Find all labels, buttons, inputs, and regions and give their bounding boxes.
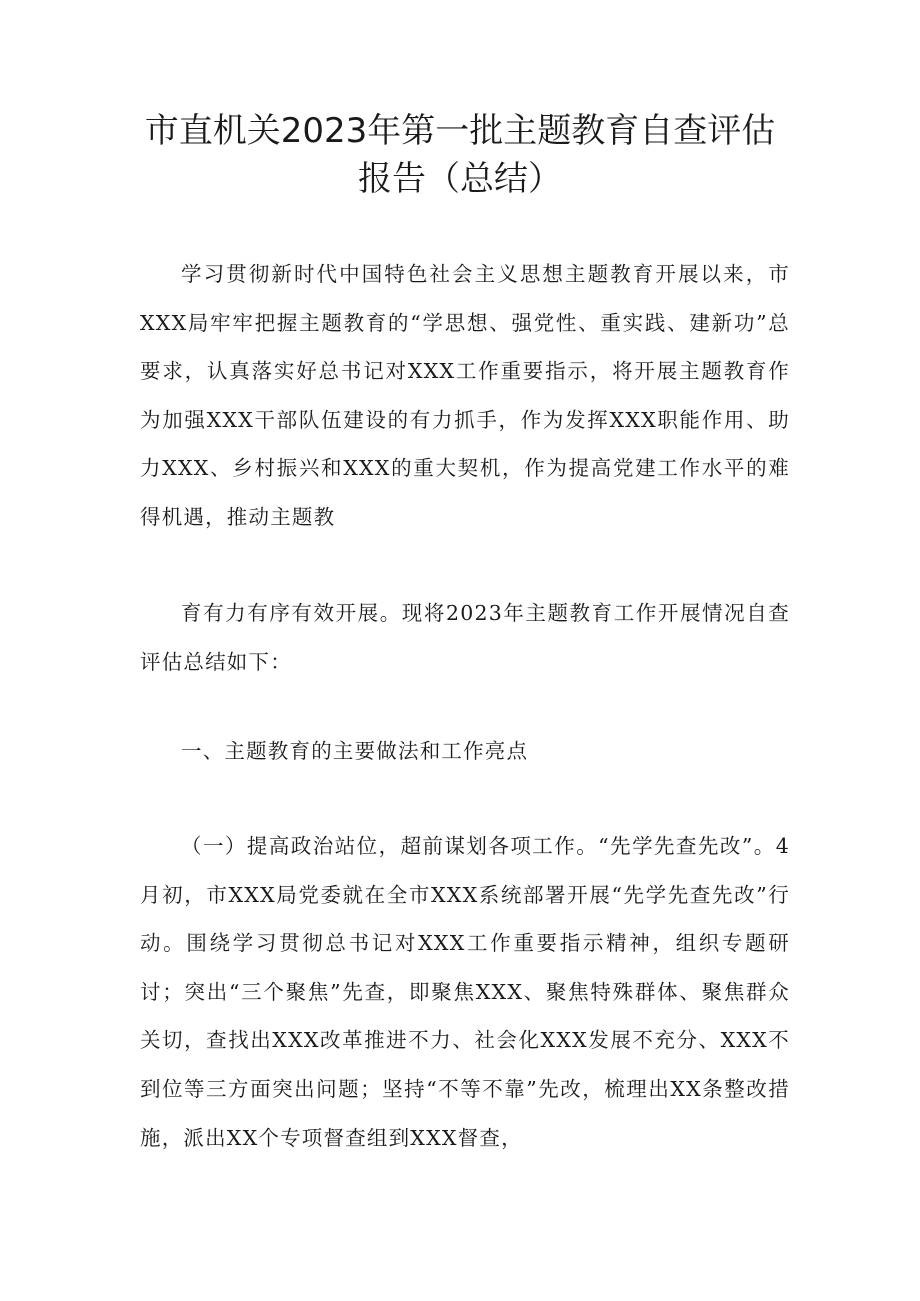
- intro-continuation-paragraph: 育有力有序有效开展。现将2023年主题教育工作开展情况自查评估总结如下：: [140, 601, 790, 674]
- subsection-paragraph: （一）提高政治站位，超前谋划各项工作。“先学先查先改”。4月初，市XXX局党委就在全市XXX系统部署开展“先学先查先改”行动。围绕学习贯彻总书记对XXX工作重要指示精神，组织专题研讨；突出“三个聚焦”先查，即聚焦XXX、聚焦特殊群体、聚焦群众关切，查找出XXX改革推进不力、社会化XXX发展不充分、XXX不到位等三方面突出问题；坚持“不等不靠”先改，梳理出XX条整改措施，派出XX个专项督查组到XXX督查，: [140, 834, 790, 1150]
- document-title-line-2: 报告（总结）: [358, 159, 562, 199]
- section-heading: 一、主题教育的主要做法和工作亮点: [181, 739, 529, 763]
- intro-paragraph: 学习贯彻新时代中国特色社会主义思想主题教育开展以来，市XXX局牢牢把握主题教育的“学思想、强党性、重实践、建新功”总要求，认真落实好总书记对XXX工作重要指示，将开展主题教育作为加强XXX干部队伍建设的有力抓手，作为发挥XXX职能作用、助力XXX、乡村振兴和XXX的重大契机，作为提高党建工作水平的难得机遇，推动主题教: [140, 262, 790, 529]
- document-title-line-1: 市直机关2023年第一批主题教育自查评估: [144, 111, 776, 151]
